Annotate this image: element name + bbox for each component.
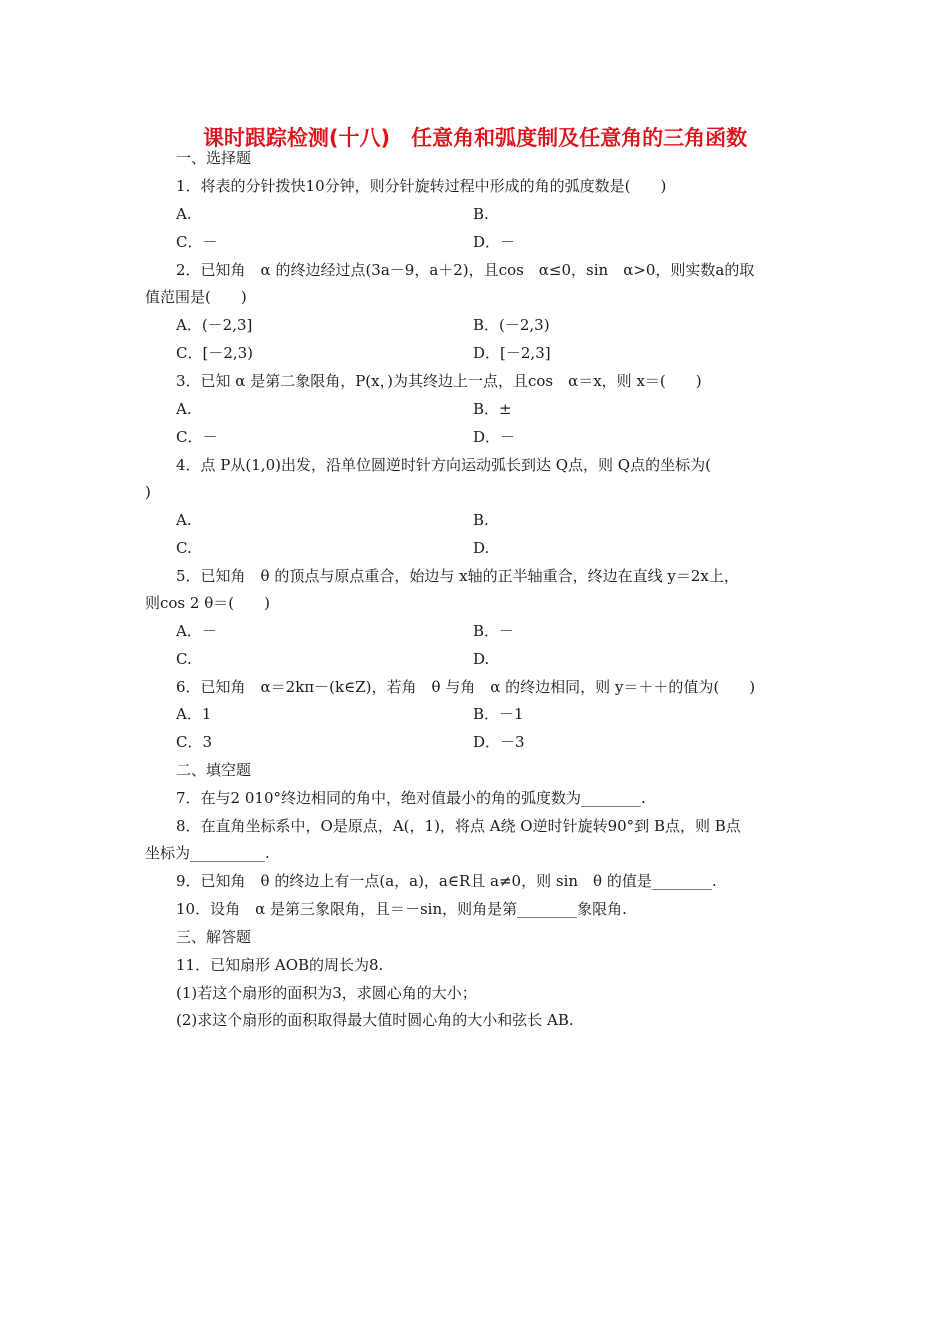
question-6-stem: 6．已知角 α＝2kπ－(k∈Z)，若角 θ 与角 α 的终边相同，则 y＝＋＋的值为( ) — [176, 678, 756, 696]
question-2-option-d: D．[－2,3] — [473, 344, 551, 362]
question-8-stem: 8．在直角坐标系中，O是原点，A(，1)，将点 A绕 O逆时针旋转90°到 B点，则 B点 — [176, 817, 741, 835]
question-5-option-a: A．－ — [176, 622, 217, 640]
question-1-option-c: C．－ — [176, 233, 218, 251]
question-6-option-d: D．－3 — [473, 733, 525, 751]
question-2-option-c: C．[－2,3) — [176, 344, 254, 362]
question-1-option-b: B. — [473, 205, 489, 223]
question-3-option-b: B．± — [473, 400, 512, 418]
question-4-stem: 4．点 P从(1,0)出发，沿单位圆逆时针方向运动弧长到达 Q点，则 Q点的坐标为( — [176, 456, 711, 474]
question-9-stem: 9．已知角 θ 的终边上有一点(a，a)，a∈R且 a≠0，则 sin θ 的值是________. — [176, 872, 717, 890]
question-4-option-a: A. — [176, 511, 192, 529]
question-5-option-b: B．－ — [473, 622, 515, 640]
question-5-option-c: C. — [176, 650, 192, 668]
question-5-option-d: D. — [473, 650, 490, 668]
question-6-option-c: C．3 — [176, 733, 213, 751]
question-5-stem: 5．已知角 θ 的顶点与原点重合，始边与 x轴的正半轴重合，终边在直线 y＝2x上， — [176, 567, 739, 585]
question-7-stem: 7．在与2 010°终边相同的角中，绝对值最小的角的弧度数为________. — [176, 789, 646, 807]
question-1-stem: 1．将表的分针拨快10分钟，则分针旋转过程中形成的角的弧度数是( ) — [176, 177, 667, 195]
section-heading-fill-in: 二、填空题 — [176, 761, 252, 779]
page-title: 课时跟踪检测(十八) 任意角和弧度制及任意角的三角函数 — [202, 126, 748, 150]
question-10-stem: 10．设角 α 是第三象限角，且＝－sin，则角是第________象限角. — [176, 900, 627, 918]
question-2-option-b: B．(－2,3) — [473, 316, 550, 334]
question-3-option-d: D．－ — [473, 428, 516, 446]
question-6-option-b: B．－1 — [473, 705, 524, 723]
question-4-stem-continued: ) — [145, 483, 151, 501]
question-5-stem-continued: 则cos 2 θ＝( ) — [145, 594, 270, 612]
question-4-option-c: C. — [176, 539, 192, 557]
question-3-option-a: A. — [176, 400, 192, 418]
question-1-option-d: D．－ — [473, 233, 516, 251]
question-3-stem: 3．已知 α 是第二象限角，P(x，)为其终边上一点，且cos α＝x，则 x＝( ) — [176, 372, 702, 390]
question-6-option-a: A．1 — [176, 705, 212, 723]
question-3-option-c: C．－ — [176, 428, 218, 446]
section-heading-choice: 一、选择题 — [176, 149, 252, 167]
question-1-option-a: A. — [176, 205, 192, 223]
question-2-stem: 2．已知角 α 的终边经过点(3a－9，a＋2)，且cos α≤0，sin α>0，则实数a的取 — [176, 261, 755, 279]
question-11-part-1: (1)若这个扇形的面积为3，求圆心角的大小； — [176, 984, 477, 1002]
question-4-option-b: B. — [473, 511, 489, 529]
question-2-stem-continued: 值范围是( ) — [145, 288, 247, 306]
question-4-option-d: D. — [473, 539, 490, 557]
question-11-part-2: (2)求这个扇形的面积取得最大值时圆心角的大小和弦长 AB. — [176, 1011, 574, 1029]
question-11-stem: 11．已知扇形 AOB的周长为8. — [176, 956, 384, 974]
question-2-option-a: A．(－2,3] — [176, 316, 253, 334]
section-heading-solutions: 三、解答题 — [176, 928, 252, 946]
question-8-stem-continued: 坐标为__________. — [145, 844, 270, 862]
